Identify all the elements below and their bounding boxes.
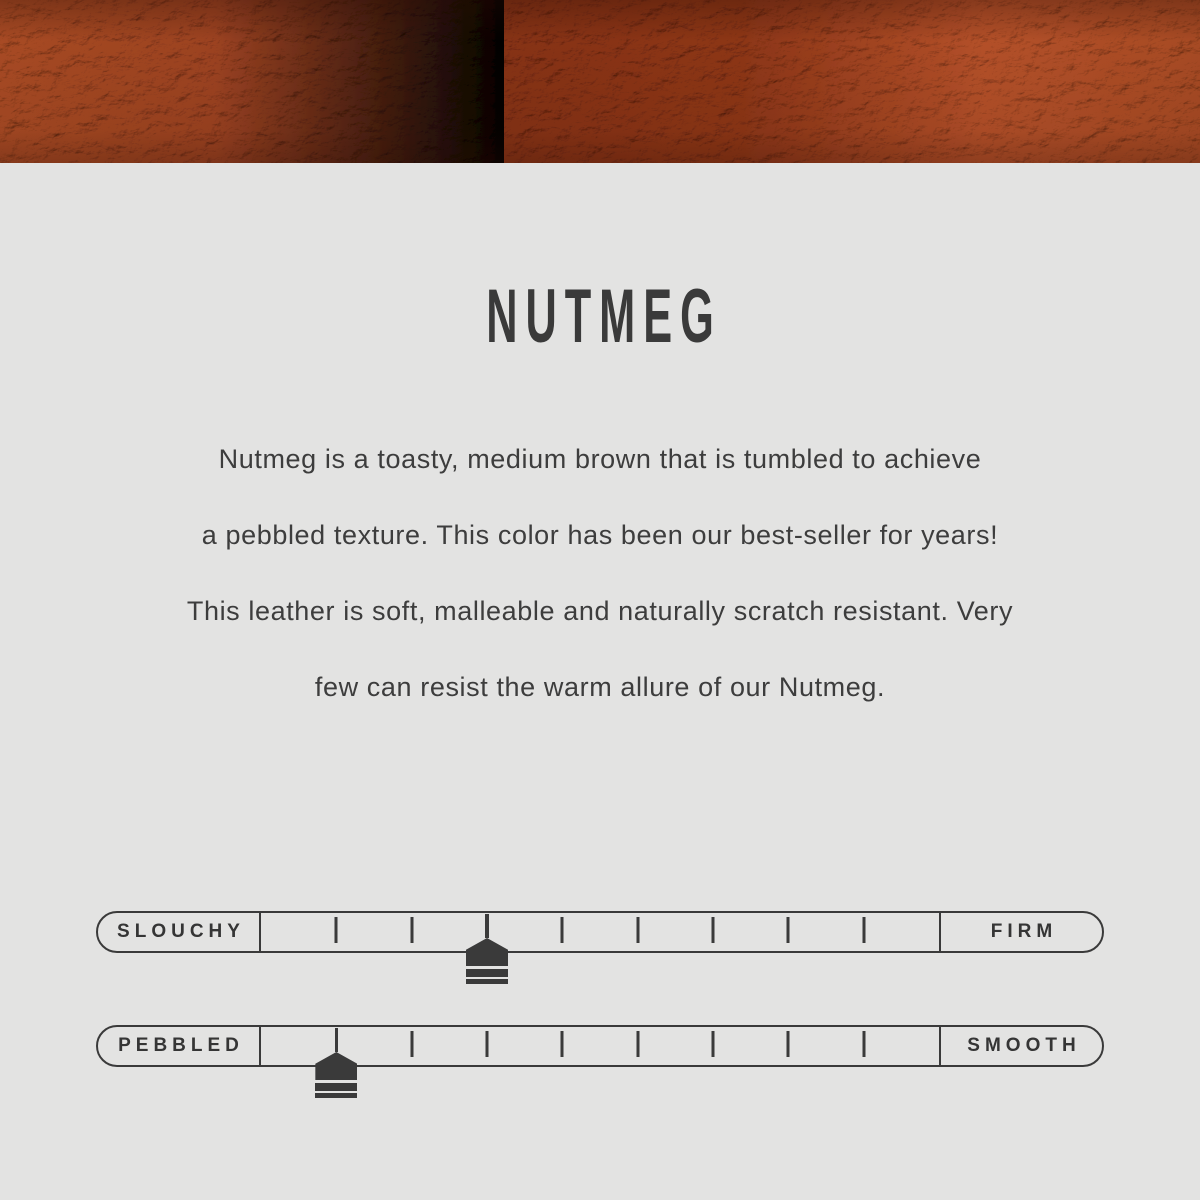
scale-marker-band2 xyxy=(315,1093,357,1098)
scale-marker-pent xyxy=(466,938,508,966)
firmness-scale-track xyxy=(261,913,939,951)
firmness-scale xyxy=(96,911,1104,953)
scale-tick xyxy=(410,1031,413,1057)
scale-marker-stem xyxy=(485,914,489,938)
scale-tick xyxy=(561,917,564,943)
scale-tick xyxy=(862,1031,865,1057)
scale-marker-band2 xyxy=(466,979,508,984)
scale-tick xyxy=(486,1031,489,1057)
scale-marker-band1 xyxy=(466,969,508,977)
description-line-3: This leather is soft, malleable and naturally scratch resistant. Very xyxy=(186,596,1014,626)
scale-tick xyxy=(636,1031,639,1057)
scale-label-pebbled: PEBBLED xyxy=(98,1027,261,1065)
scale-tick xyxy=(335,917,338,943)
texture-scale-track xyxy=(261,1027,939,1065)
scale-tick xyxy=(712,1031,715,1057)
scale-tick xyxy=(561,1031,564,1057)
texture-scale xyxy=(96,1025,1104,1067)
description-line-1: Nutmeg is a toasty, medium brown that is tumbled to achieve xyxy=(218,444,982,474)
leather-texture-image xyxy=(0,0,1200,163)
scale-marker xyxy=(315,1028,357,1098)
scale-tick xyxy=(410,917,413,943)
scale-tick xyxy=(712,917,715,943)
scale-label-smooth: SMOOTH xyxy=(939,1027,1102,1065)
description-line-4: few can resist the warm allure of our Nutmeg. xyxy=(314,672,886,702)
scale-tick xyxy=(787,1031,790,1057)
scale-marker xyxy=(466,914,508,984)
scale-marker-pent xyxy=(315,1052,357,1080)
scale-label-slouchy: SLOUCHY xyxy=(98,913,261,951)
scale-tick xyxy=(862,917,865,943)
scale-label-firm: FIRM xyxy=(939,913,1102,951)
color-description xyxy=(0,421,1200,725)
scale-tick xyxy=(636,917,639,943)
scale-marker-stem xyxy=(335,1028,339,1052)
scale-marker-band1 xyxy=(315,1083,357,1091)
description-line-2: a pebbled texture. This color has been our best-seller for years! xyxy=(201,520,999,550)
color-name-title: NUTMEG xyxy=(486,274,722,359)
scale-tick xyxy=(787,917,790,943)
